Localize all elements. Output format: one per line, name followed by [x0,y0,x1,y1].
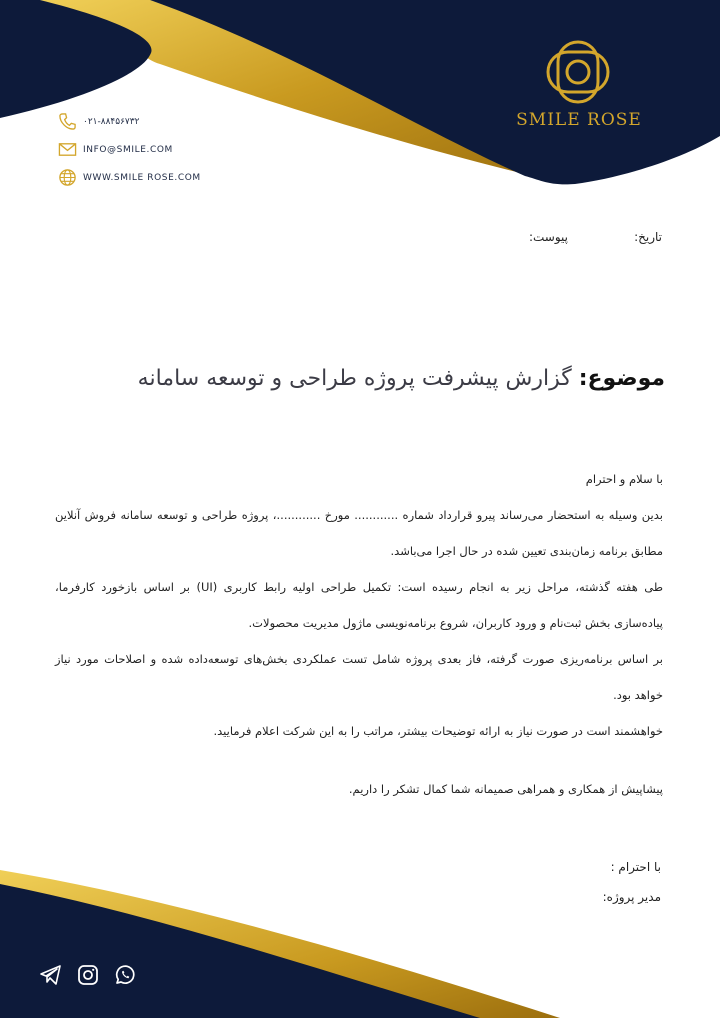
brand-name: SMILE ROSE [516,110,642,130]
contact-website[interactable] [58,168,201,187]
paragraph-5: پیشاپیش از همکاری و همراهی صمیمانه شما کمال تشکر را داریم. [348,782,663,796]
paragraph-2: طی هفته گذشته، مراحل زیر به انجام رسیده است: تکمیل طراحی اولیه رابط کاربری (UI) بر اساس بازخورد کارفرما، پیاده‌سازی بخش ثبت‌نام و ورود کاربران، شروع برنامه‌نویسی ماژول مدیریت محصولات. [55,580,663,630]
globe-icon [58,168,77,187]
contact-phone[interactable] [58,112,139,131]
paragraph-1: بدین وسیله به استحضار می‌رساند پیرو قرارداد شماره ............ مورخ ............، پروژه طراحی و توسعه سامانه فروش آنلاین مطابق برنامه زمان‌بندی تعیین شده در حال اجرا می‌باشد. [55,508,663,558]
telegram-icon[interactable] [39,963,63,987]
contact-email[interactable] [58,140,173,159]
attachment-label: پیوست: [528,230,568,244]
whatsapp-icon[interactable] [113,963,137,987]
date-label: تاریخ: [634,230,662,244]
signature-regards: با احترام : [610,860,661,874]
footer-decoration [0,860,720,1018]
greeting: با سلام و احترام [585,472,663,486]
subject-text: گزارش پیشرفت پروژه طراحی و توسعه سامانه [137,366,579,391]
phone-icon [58,112,77,131]
paragraph-3: بر اساس برنامه‌ریزی صورت گرفته، فاز بعدی پروژه شامل تست عملکردی بخش‌های توسعه‌داده شده و اصلاحات مورد نیاز خواهد بود. [55,652,663,702]
email-icon [58,140,77,159]
subject-line [138,366,665,391]
paragraph-4: خواهشمند است در صورت نیاز به ارائه توضیحات بیشتر، مراتب را به این شرکت اعلام فرمایید. [213,724,663,738]
email-address: INFO@SMILE.COM [83,144,173,155]
subject-lead: موضوع: [578,366,665,391]
signature-title: مدیر پروژه: [602,890,661,904]
instagram-icon[interactable] [76,963,100,987]
website-url: WWW.SMILE ROSE.COM [83,172,201,183]
letter-body [55,461,663,807]
brand-logo [544,38,612,106]
phone-number: ۰۲۱-۸۸۴۵۶۷۳۲ [83,116,140,127]
